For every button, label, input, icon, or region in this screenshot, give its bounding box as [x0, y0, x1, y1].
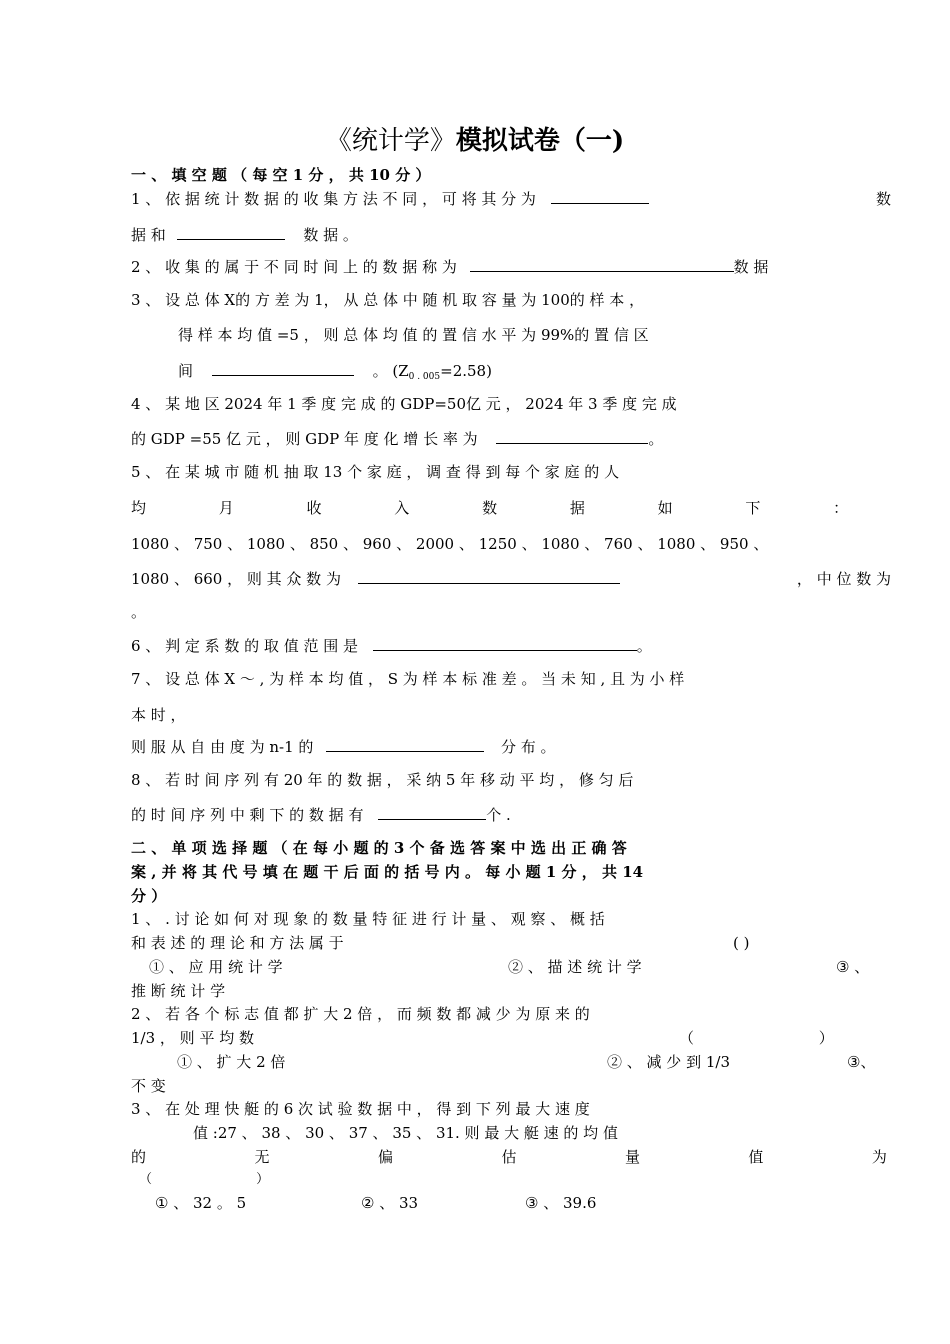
q1-blank2[interactable] — [177, 226, 285, 240]
q3-blank[interactable] — [212, 362, 354, 376]
q8-line2 — [131, 806, 891, 824]
mc3-line2: 值 :27 、 38 、 30 、 37 、 35 、 31. 则 最 大 艇 速 的 均 值 — [193, 1124, 618, 1142]
q6-blank[interactable] — [373, 637, 637, 651]
mc3-word: 为 — [871, 1148, 887, 1166]
q5-line4 — [131, 570, 891, 588]
q1-blank1[interactable] — [551, 190, 649, 204]
mc1-answer-paren[interactable]: ( ) — [733, 934, 750, 952]
q5-data: 1080 、 750 、 1080 、 850 、 960 、 2000 、 1250 、 1080 、 760 、 1080 、 950 、 — [131, 535, 769, 553]
q5-line2: 均 月 收 入 数 据 如 下 ： — [131, 499, 849, 517]
q3-text3: =2.58) — [440, 362, 492, 380]
q8-text2: 个 . — [486, 806, 511, 824]
mc3-option-2[interactable]: ② 、 33 — [361, 1194, 419, 1212]
mc3-word: 无 — [254, 1148, 270, 1166]
q2-line — [131, 258, 950, 276]
q7-line3 — [131, 738, 891, 756]
mc3-answer-paren[interactable]: （ ） — [139, 1172, 270, 1187]
q1-text2: 数 — [875, 190, 891, 208]
mc3-word: 偏 — [377, 1148, 393, 1166]
mc2-line1: 2 、 若 各 个 标 志 值 都 扩 大 2 倍 ， 而 频 数 都 减 少 为 原 来 的 — [131, 1005, 590, 1023]
q5-blank1[interactable] — [358, 570, 620, 584]
q4-text2: 。 — [648, 430, 664, 448]
mc3-word: 估 — [501, 1148, 517, 1166]
q3-subscript: 0 . 005 — [408, 372, 441, 382]
q1-text4: 数 据 。 — [303, 226, 358, 244]
q4-line1: 4 、 某 地 区 2024 年 1 季 度 完 成 的 GDP=50亿 元 ， 2024 年 3 季 度 完 成 — [131, 395, 677, 413]
q5-text: 1080 、 660 ， 则 其 众 数 为 — [131, 570, 341, 588]
mc2-option-3-text: 不 变 — [131, 1077, 166, 1095]
q3-line2: 得 样 本 均 值 =5 ， 则 总 体 均 值 的 置 信 水 平 为 99%的 置 信 区 — [178, 326, 649, 344]
q1-line2 — [131, 226, 891, 244]
q6-line — [131, 637, 891, 655]
mc1-line1: 1 、 . 讨 论 如 何 对 现 象 的 数 量 特 征 进 行 计 量 、 观 察 、 概 括 — [131, 910, 605, 928]
q8-text: 的 时 间 序 列 中 剩 下 的 数 据 有 — [131, 806, 364, 824]
q1-text3: 据 和 — [131, 226, 166, 244]
q2-text2: 数 据 — [733, 258, 769, 276]
q3-text2: 。 (Z — [372, 362, 409, 380]
q3-line3 — [178, 362, 938, 386]
mc1-option-3[interactable]: ③ 、 — [836, 958, 870, 976]
section2-heading-3: 分 ） — [131, 887, 167, 905]
section2-heading-2: 案 , 并 将 其 代 号 填 在 题 干 后 面 的 括 号 内 。 每 小 题 1 分 ， 共 14 — [131, 863, 644, 881]
q3-text: 间 — [178, 362, 194, 380]
mc1-option-1[interactable]: ① 、 应 用 统 计 学 — [149, 958, 283, 976]
mc2-option-1[interactable]: ① 、 扩 大 2 倍 — [177, 1053, 286, 1071]
mc2-stem: 1/3 ， 则 平 均 数 — [131, 1029, 254, 1047]
q1-text: 1 、 依 据 统 计 数 据 的 收 集 方 法 不 同 ， 可 将 其 分 为 — [131, 190, 536, 208]
mc2-option-2[interactable]: ② 、 减 少 到 1/3 — [607, 1053, 730, 1071]
q7-line1: 7 、 设 总 体 X ～ , 为 样 本 均 值 ， S 为 样 本 标 准 差 。 当 未 知 , 且 为 小 样 — [131, 670, 685, 688]
q4-blank[interactable] — [496, 430, 648, 444]
mc3-option-1[interactable]: ① 、 32 。 5 — [155, 1194, 247, 1212]
q7-blank[interactable] — [326, 738, 484, 752]
q6-text: 6 、 判 定 系 数 的 取 值 范 围 是 — [131, 637, 358, 655]
q8-blank[interactable] — [378, 806, 486, 820]
q1-line1 — [131, 190, 891, 208]
q2-blank[interactable] — [470, 258, 734, 272]
q8-line1: 8 、 若 时 间 序 列 有 20 年 的 数 据 ， 采 纳 5 年 移 动 平 均 ， 修 匀 后 — [131, 771, 634, 789]
q4-text: 的 GDP =55 亿 元 ， 则 GDP 年 度 化 增 长 率 为 — [131, 430, 478, 448]
mc1-option-3-text: 推 断 统 计 学 — [131, 982, 226, 1000]
q7-text: 则 服 从 自 由 度 为 n-1 的 — [131, 738, 314, 756]
mc2-line2 — [131, 1029, 891, 1047]
mc1-option-2[interactable]: ② 、 描 述 统 计 学 — [508, 958, 642, 976]
mc3-option-3[interactable]: ③ 、 39.6 — [525, 1194, 597, 1212]
exam-title — [0, 125, 950, 157]
section2-heading-1: 二 、 单 项 选 择 题 （ 在 每 小 题 的 3 个 备 选 答 案 中 选 出 正 确 答 — [131, 839, 627, 857]
q5-end: 。 — [131, 603, 147, 621]
mc3-word: 值 — [748, 1148, 764, 1166]
mc3-word: 的 — [131, 1148, 147, 1166]
q5-line1: 5 、 在 某 城 市 随 机 抽 取 13 个 家 庭 ， 调 查 得 到 每 个 家 庭 的 人 — [131, 463, 620, 481]
title-paper: 模拟试卷（一) — [455, 126, 625, 156]
mc1-line2 — [131, 934, 891, 952]
q5-text2: ， 中 位 数 为 — [796, 570, 891, 588]
mc3-line1: 3 、 在 处 理 快 艇 的 6 次 试 验 数 据 中 ， 得 到 下 列 最 大 速 度 — [131, 1100, 590, 1118]
mc3-word: 量 — [624, 1148, 640, 1166]
q4-line2 — [131, 430, 891, 448]
mc3-line3 — [131, 1148, 887, 1166]
section1-heading: 一 、 填 空 题 （ 每 空 1 分 ， 共 10 分 ） — [131, 166, 431, 184]
q3-line1: 3 、 设 总 体 X的 方 差 为 1， 从 总 体 中 随 机 取 容 量 为 100的 样 本 ， — [131, 291, 645, 309]
mc2-answer-paren[interactable]: （ ） — [679, 1029, 834, 1047]
q7-line2: 本 时 ， — [131, 706, 186, 724]
mc2-option-3[interactable]: ③、 — [847, 1053, 876, 1071]
q7-text2: 分 布 。 — [500, 738, 556, 756]
q2-text: 2 、 收 集 的 属 于 不 同 时 间 上 的 数 据 称 为 — [131, 258, 457, 276]
mc1-stem: 和 表 述 的 理 论 和 方 法 属 于 — [131, 934, 344, 952]
q6-text2: 。 — [636, 637, 652, 655]
title-book: 《统计学》 — [325, 126, 456, 156]
